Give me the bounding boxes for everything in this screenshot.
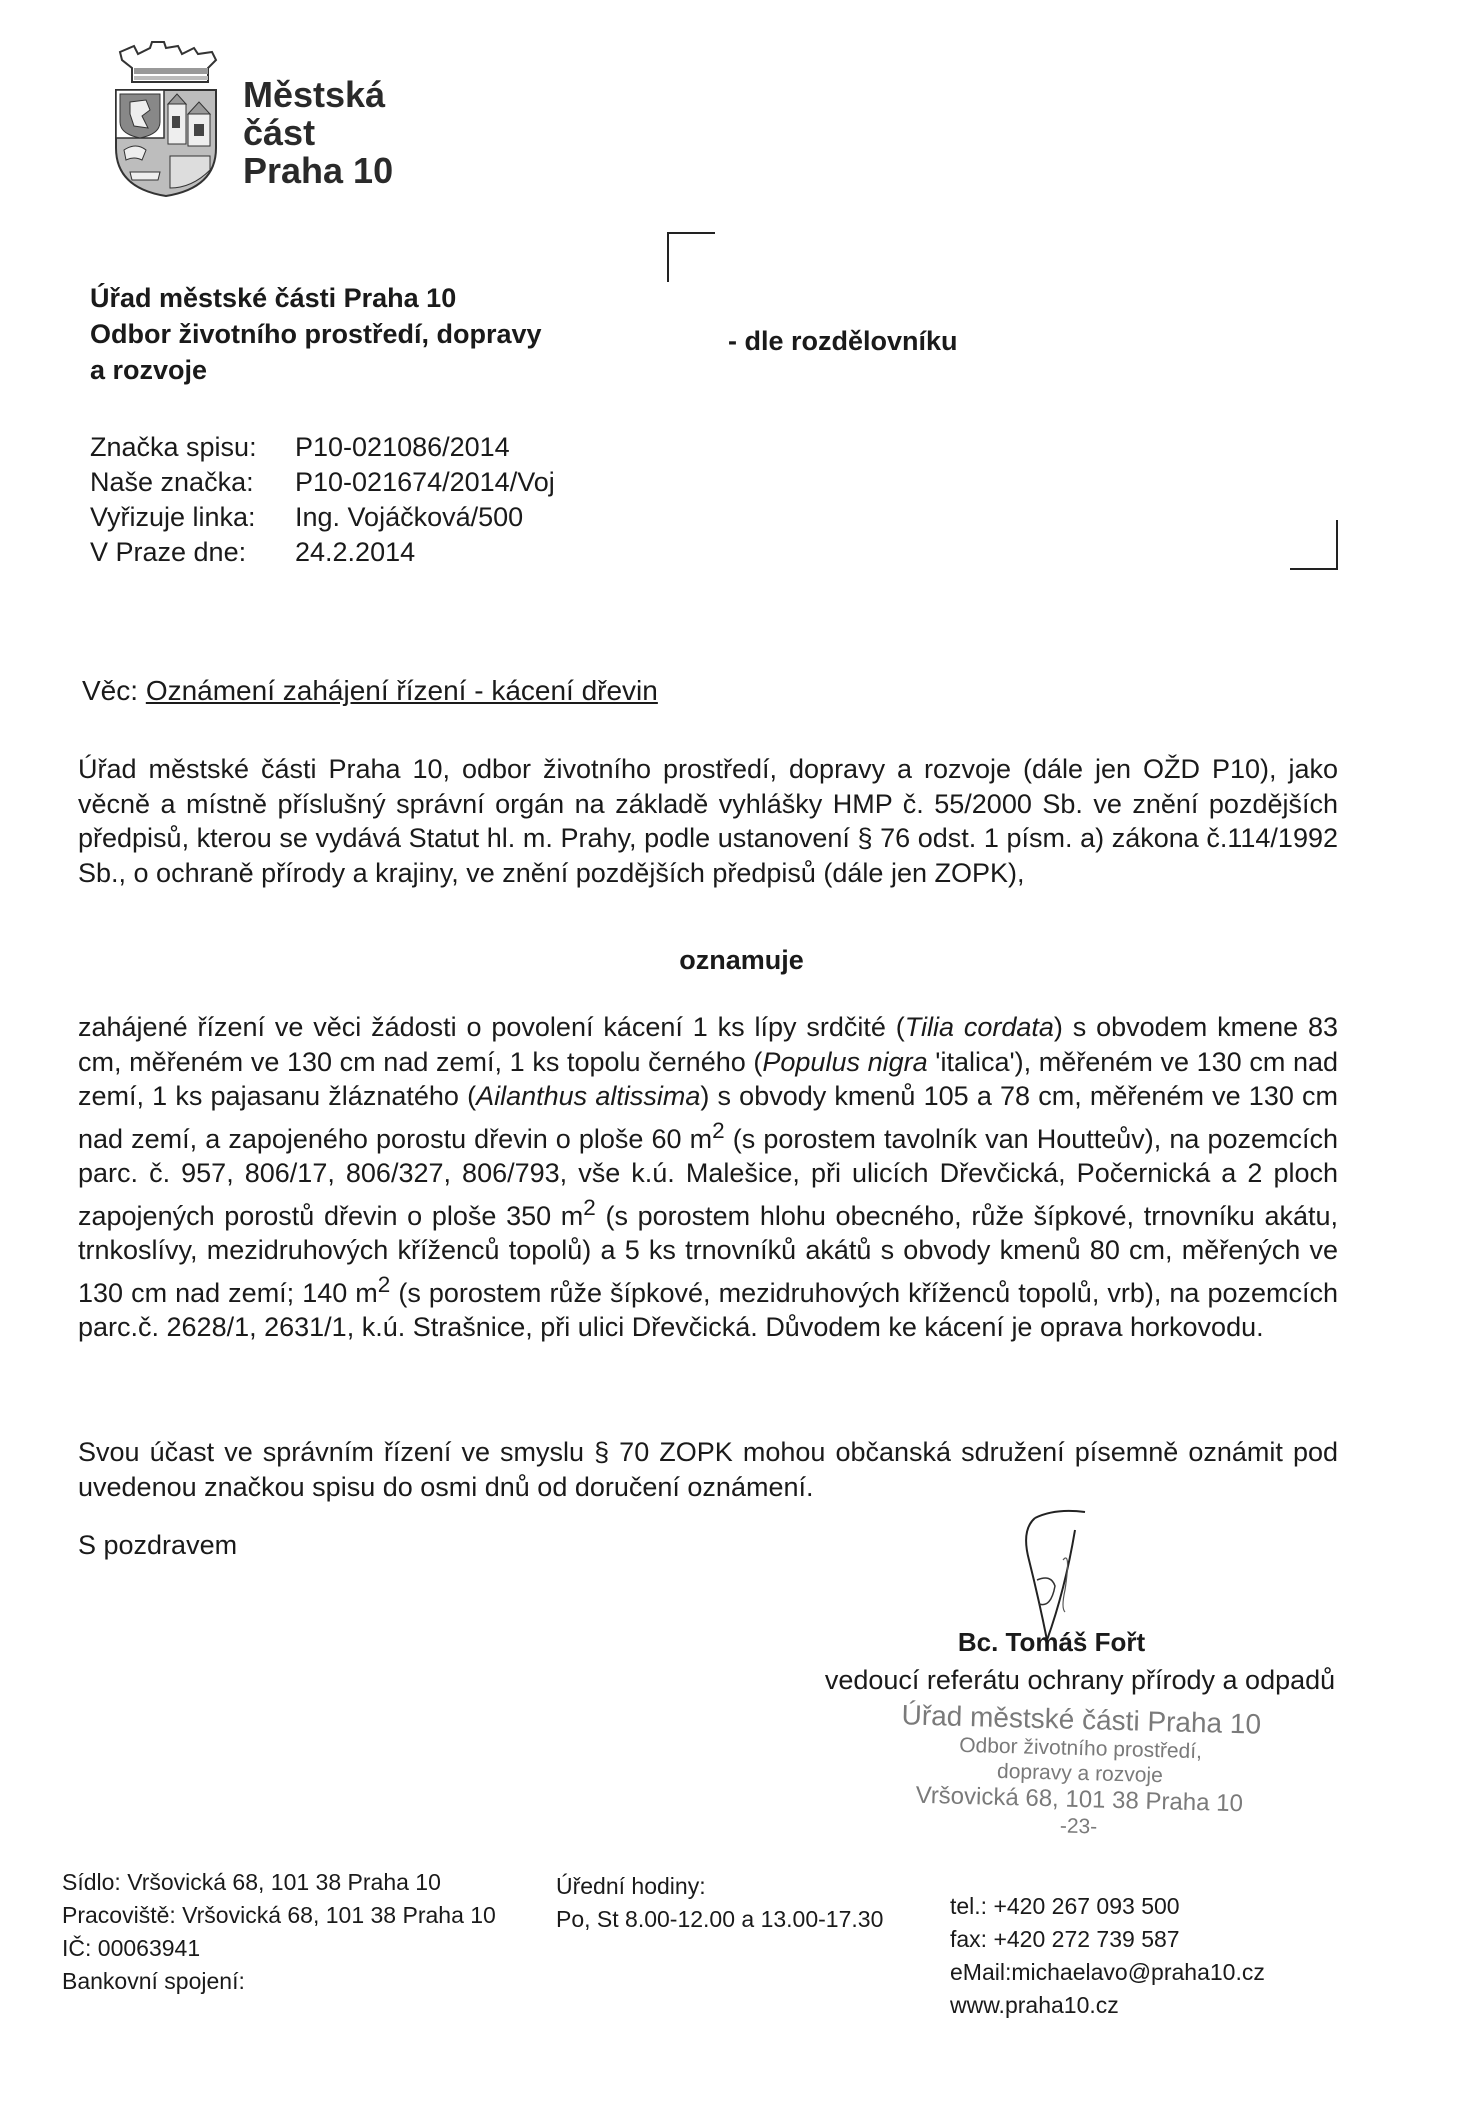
coat-of-arms-icon [112, 38, 232, 198]
logo-wordmark [243, 76, 393, 190]
reference-label: Naše značka: [90, 467, 254, 497]
text-run: (s porostem hlohu obecného, růže šípkové, trnovníku akátu, trnkoslívy, mezidruhových kříženců topolů) a 5 ks trnovníků akátů s obvody kmenů 80 cm, měřených ve 130 cm nad zemí; 140 m [78, 1200, 1338, 1308]
text-run: (s porostem tavolník van Houtteův), na pozemcích parc. č. 957, 806/17, 806/327, 806/793, vše k.ú. Malešice, při ulicích Dřevčická, Počernická a 2 ploch zapojených porostů dřevin o ploše 350 m [78, 1123, 1339, 1231]
footer-website[interactable]: www.praha10.cz [950, 1992, 1119, 2018]
sender-department-cont: a rozvoje [90, 355, 208, 385]
footer-office-hours [556, 1870, 883, 1936]
address-window-corner-top-left [667, 232, 715, 282]
sender-office: Úřad městské části Praha 10 [90, 283, 457, 313]
stamp-line-office: Úřad městské části Praha 10 [901, 1699, 1262, 1740]
footer-seat: Sídlo: Vršovická 68, 101 38 Praha 10 [62, 1869, 441, 1895]
office-hours-value: Po, St 8.00-12.00 a 13.00-17.30 [556, 1906, 884, 1932]
logo-line-3: Praha 10 [243, 150, 394, 191]
text-run: (s porostem růže šípkové, mezidruhových kříženců topolů, vrb), na pozemcích parc.č. 2628/1, 2631/1, k.ú. Strašnice, při ulici Dřevčická. Důvodem ke kácení je oprava horkovodu. [78, 1277, 1338, 1342]
address-window-corner-bottom-right [1290, 520, 1338, 570]
footer-company-id: IČ: 00063941 [62, 1935, 201, 1961]
superscript: 2 [712, 1117, 725, 1143]
footer-contacts [950, 1890, 1265, 2022]
signer-name: Bc. Tomáš Fořt [957, 1627, 1146, 1657]
greeting: S pozdravem [78, 1530, 238, 1560]
stamp-line-department-cont: dopravy a rozvoje [996, 1759, 1164, 1788]
reference-value: 24.2.2014 [295, 537, 416, 567]
office-hours-label: Úřední hodiny: [556, 1873, 706, 1899]
logo-line-1: Městská [243, 74, 386, 115]
footer-address [62, 1866, 496, 1998]
reference-value: P10-021674/2014/Voj [295, 467, 555, 497]
footer-phone: tel.: +420 267 093 500 [950, 1893, 1180, 1919]
reference-value: Ing. Vojáčková/500 [295, 502, 524, 532]
logo-line-2: část [243, 112, 316, 153]
subject-label: Věc: [82, 675, 139, 706]
reference-value: P10-021086/2014 [295, 432, 510, 462]
body-paragraph-details [78, 1010, 1338, 1345]
body-paragraph-authority: Úřad městské části Praha 10, odbor životního prostředí, dopravy a rozvoje (dále jen OŽD P10), jako věcně a místně příslušný správní orgán na základě vyhlášky HMP č. 55/2000 Sb. ve znění pozdějších předpisů, kterou se vydává Statut hl. m. Prahy, podle ustanovení § 76 odst. 1 písm. a) zákona č.114/1992 Sb., o ochraně přírody a krajiny, ve znění pozdějších předpisů (dále jen ZOPK), [78, 754, 1338, 888]
subject-text: Oznámení zahájení řízení - kácení dřevin [145, 675, 658, 706]
reference-block [90, 430, 555, 570]
reference-label: Značka spisu: [90, 432, 257, 462]
footer-email[interactable]: eMail:michaelavo@praha10.cz [950, 1959, 1265, 1985]
species-name: Ailanthus altissima [476, 1081, 701, 1111]
subject-line [82, 675, 658, 707]
reference-label: V Praze dne: [90, 537, 247, 567]
superscript: 2 [377, 1271, 391, 1297]
sender-block [90, 280, 542, 388]
stamp-line-address: Vršovická 68, 101 38 Praha 10 [915, 1781, 1244, 1818]
sender-department: Odbor životního prostředí, dopravy [90, 319, 542, 349]
species-name: Populus nigra [762, 1046, 928, 1077]
recipient: - dle rozdělovníku [728, 326, 958, 356]
stamp-line-department: Odbor životního prostředí, [958, 1733, 1203, 1764]
text-run: ) s obvody kmenů 105 a 78 cm, měřeném ve 130 cm nad zemí, a zapojeného porostu dřevin o ploše 60 m [78, 1081, 1339, 1154]
reference-row [90, 500, 555, 535]
reference-row [90, 430, 555, 465]
text-run: ) s obvodem kmene 83 cm, měřeném ve 130 cm nad zemí, 1 ks topolu černého ( [78, 1012, 1338, 1077]
reference-row [90, 535, 555, 570]
office-stamp [848, 1698, 1311, 1845]
reference-label: Vyřizuje linka: [90, 502, 256, 532]
body-paragraph-participation: Svou účast ve správním řízení ve smyslu § 70 ZOPK mohou občanská sdružení písemně oznámit pod uvedenou značkou spisu do osmi dnů od doručení oznámení. [78, 1437, 1338, 1502]
footer-bank: Bankovní spojení: [62, 1968, 245, 1994]
species-name: Tilia cordata [904, 1012, 1054, 1042]
announce-heading: oznamuje [679, 945, 804, 975]
footer-workplace: Pracoviště: Vršovická 68, 101 38 Praha 10 [62, 1902, 496, 1928]
stamp-line-number: -23- [1059, 1814, 1098, 1839]
superscript: 2 [583, 1194, 596, 1220]
text-run: 'italica'), měřeném ve 130 cm nad zemí, 1 ks pajasanu žláznatého ( [78, 1046, 1338, 1111]
signer-role: vedoucí referátu ochrany přírody a odpadů [824, 1665, 1336, 1695]
reference-row [90, 465, 555, 500]
footer-fax: fax: +420 272 739 587 [950, 1926, 1180, 1952]
text-run: zahájené řízení ve věci žádosti o povolení kácení 1 ks lípy srdčité ( [78, 1012, 905, 1042]
